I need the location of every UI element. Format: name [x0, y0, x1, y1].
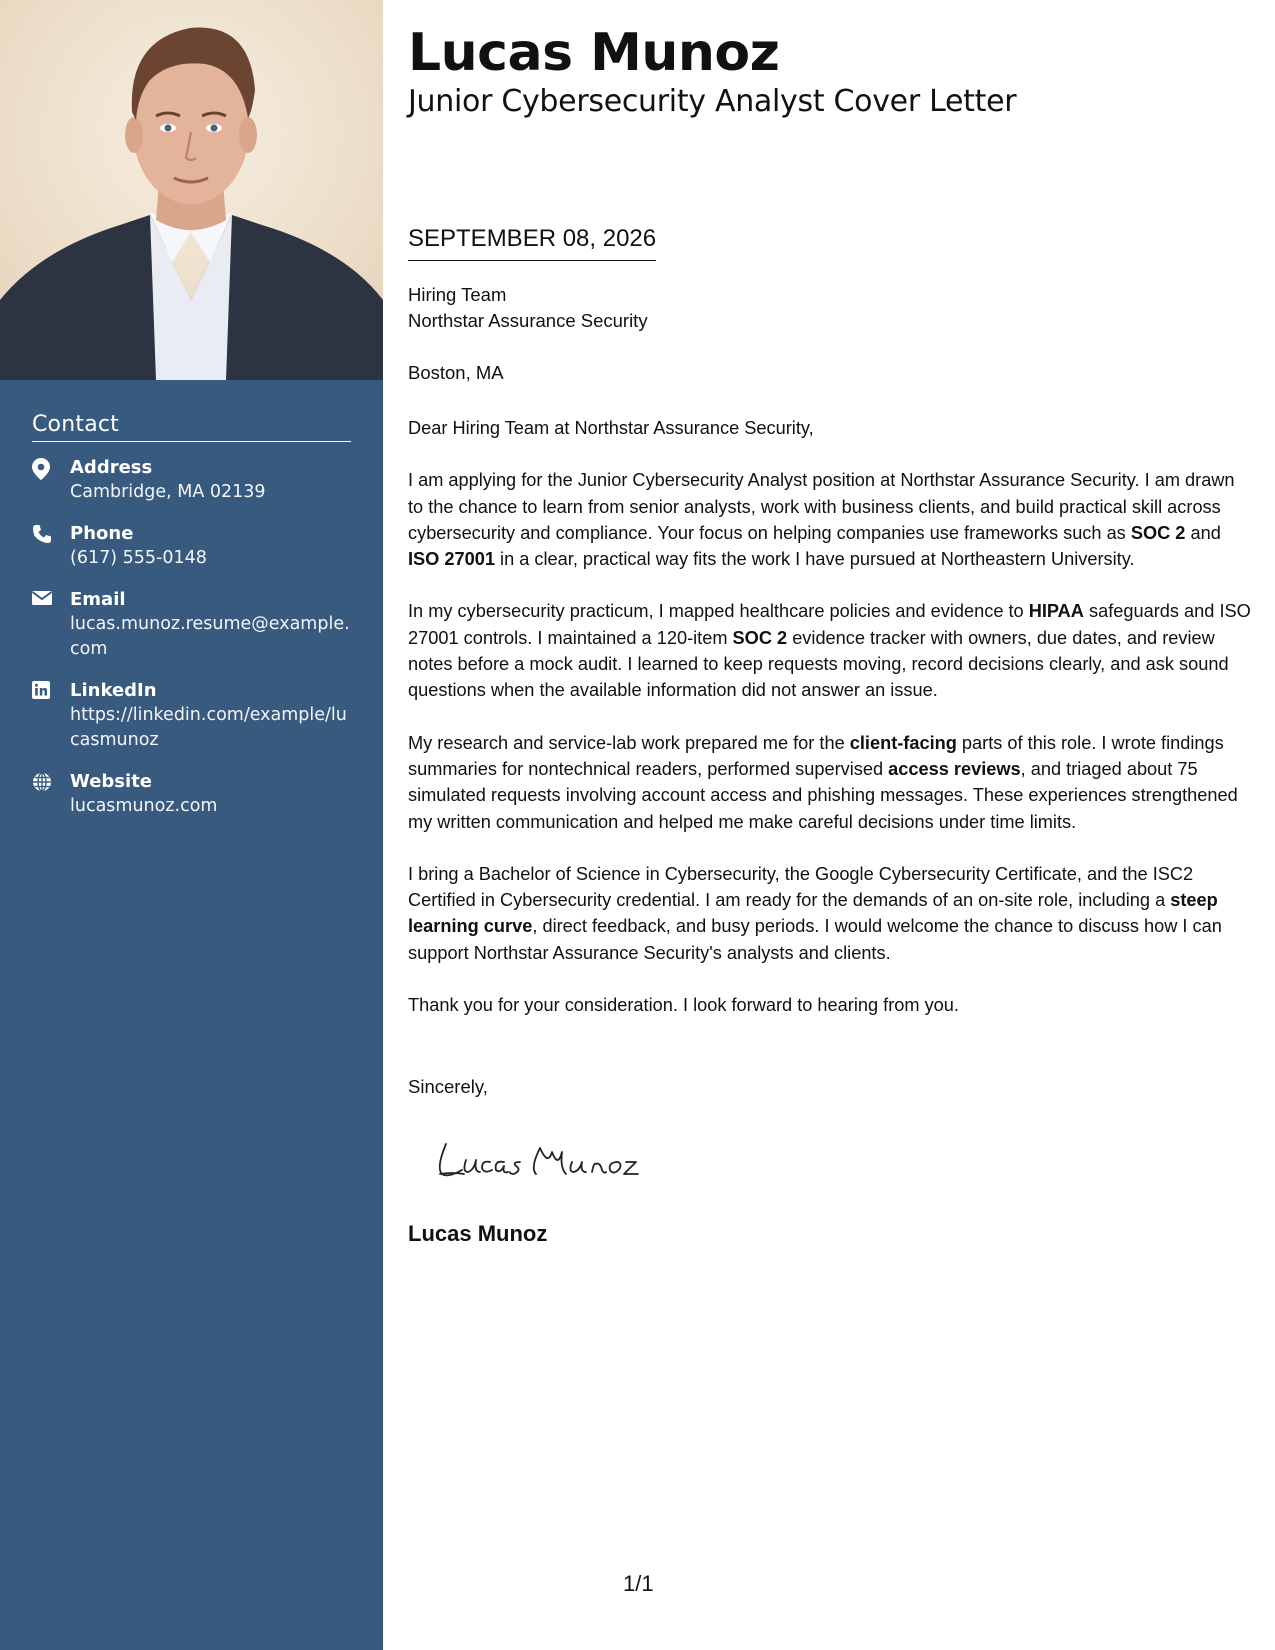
contact-section — [32, 412, 351, 836]
applicant-name: Lucas Munoz — [408, 23, 780, 83]
phone-value: (617) 555-0148 — [70, 548, 207, 568]
letter-body — [408, 415, 1253, 1044]
letter-title: Junior Cybersecurity Analyst Cover Letter — [408, 84, 1017, 119]
contact-phone — [32, 522, 351, 571]
letter-date: SEPTEMBER 08, 2026 — [408, 224, 656, 261]
paragraph-5: Thank you for your consideration. I look forward to hearing from you. — [408, 995, 959, 1016]
globe-icon — [32, 770, 70, 819]
address-label: Address — [70, 457, 153, 478]
website-value[interactable]: lucasmunoz.com — [70, 796, 218, 816]
handwritten-signature — [432, 1128, 652, 1193]
phone-icon — [32, 522, 70, 571]
salutation: Dear Hiring Team at Northstar Assurance Security, — [408, 418, 814, 438]
contact-website — [32, 770, 351, 819]
website-label: Website — [70, 771, 153, 792]
paragraph-4: I bring a Bachelor of Science in Cybersecurity, the Google Cybersecurity Certificate, and the ISC2 Certified in Cybersecurity credential. I am ready for the demands of an on-site role, including a steep learning curve, direct feedback, and busy periods. I would welcome the chance to discuss how I can support Northstar Assurance Security's analysts and clients. — [408, 863, 1222, 963]
address-value: Cambridge, MA 02139 — [70, 482, 266, 502]
recipient-location: Boston, MA — [408, 362, 504, 383]
map-pin-icon — [32, 456, 70, 505]
email-value[interactable]: lucas.munoz.resume@example.com — [70, 614, 350, 659]
sidebar — [0, 0, 383, 1650]
signer-name: Lucas Munoz — [408, 1221, 548, 1246]
linkedin-label: LinkedIn — [70, 680, 157, 701]
recipient-company: Northstar Assurance Security — [408, 310, 648, 331]
profile-photo — [0, 0, 383, 380]
closing: Sincerely, — [408, 1076, 488, 1097]
envelope-icon — [32, 588, 70, 662]
page-number: 1/1 — [623, 1571, 654, 1596]
contact-email — [32, 588, 351, 662]
contact-heading: Contact — [32, 412, 351, 442]
paragraph-1: I am applying for the Junior Cybersecurity Analyst position at Northstar Assurance Security. I am drawn to the chance to learn from senior analysts, work with business clients, and build practical skill across cybersecurity and compliance. Your focus on helping companies use frameworks such as SOC 2 and ISO 27001 in a clear, practical way fits the work I have pursued at Northeastern University. — [408, 470, 1235, 570]
contact-linkedin — [32, 679, 351, 753]
linkedin-icon — [32, 679, 70, 753]
recipient-line: Hiring Team — [408, 284, 507, 305]
paragraph-3: My research and service-lab work prepared me for the client-facing parts of this role. I wrote findings summaries for nontechnical readers, performed supervised access reviews, and triaged about 75 simulated requests involving account access and phishing messages. These experiences strengthened my written communication and helped me make careful decisions under time limits. — [408, 732, 1238, 832]
paragraph-2: In my cybersecurity practicum, I mapped healthcare policies and evidence to HIPAA safeguards and ISO 27001 controls. I maintained a 120-item SOC 2 evidence tracker with owners, due dates, and review notes before a mock audit. I learned to keep requests moving, record decisions clearly, and ask sound questions when the available information did not answer an issue. — [408, 601, 1251, 701]
phone-label: Phone — [70, 523, 134, 544]
linkedin-value[interactable]: https://linkedin.com/example/lucasmunoz — [70, 705, 347, 750]
email-label: Email — [70, 589, 126, 610]
recipient-block — [408, 282, 648, 334]
contact-address — [32, 456, 351, 505]
